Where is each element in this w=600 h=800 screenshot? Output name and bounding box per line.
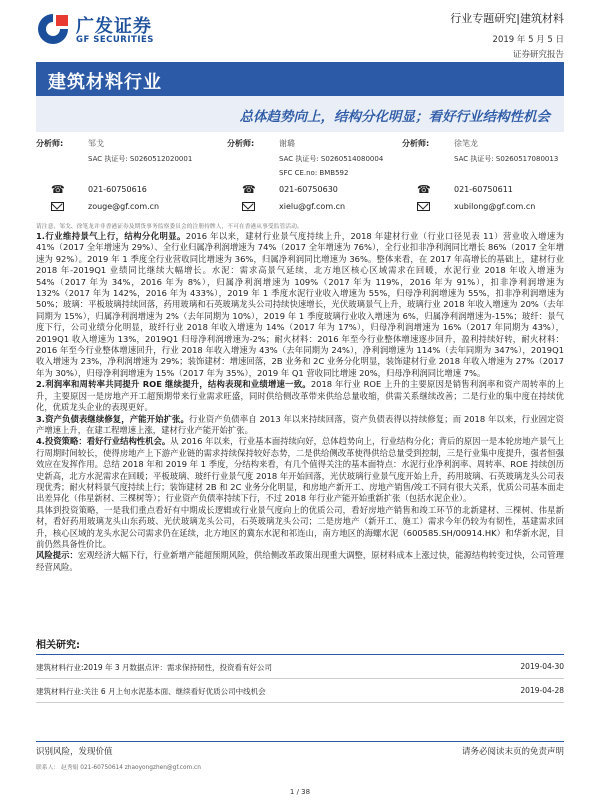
summary-paragraph <box>36 231 564 379</box>
related-research <box>36 636 564 703</box>
summary-paragraph <box>36 414 564 437</box>
analyst-disclaimer: 请注意，邹戈、徐笔龙并非香港证券及期货事务监察委员会的注册持牌人，不可在香港从事受监管活动。 <box>36 224 303 230</box>
related-item-title[interactable]: 建筑材料行业:关注 6 月上旬水泥基本面、继续看好优质公司中线机会 <box>36 687 266 696</box>
mail-icon <box>417 202 430 211</box>
analyst-name: 谢璐 <box>279 139 295 148</box>
paragraph-text: 2016 年以来，建材行业景气度持续上升，2018 年建材行业（行业口径见表 11）营业收入增速为 41%（2017 全年增速为 29%）、全行业归属净利润增速为 74%（2017 全年增速为 76%），全行业扣非净利润同比增长 86%（2017 全年增速为 92%）。2019 年 1 季度全行业营收同比增速为 36%，归属净利润同比增速为 36%。整体来看，在 2017 年高增长的基础上，建材行业 2018 年-2019Q1 业绩同比继续大幅增长。水泥：需求高景气延续，北方地区核心区域需求在回暖，水泥行业 2018 年收入增速为 54%（2017 年为 34%，2016 年为 8%），归属净利润增速为 109%（2017 年为 119%，2016 年为 91%），扣非净利润增速为 132%（2017 年为 142%，2016 年为 433%），2019 年 1 季度水泥行业收入增速为 55%，归母净利润增速为 55%，扣非净利润增速为 50%；玻璃：平板玻璃持续回落，药用玻璃和石英玻璃龙头公司持续快速增长，光伏玻璃景气上升，玻璃行业 2018 年收入增速为 20%（去年同期为 15%），归属净利润增速为 2%（去年同期为 10%），2019 年 1 季度玻璃行业收入增速为 6%，归属净利润增速为-15%；玻纤：景气度下行，公司业绩分化明显，玻纤行业 2018 年收入增速为 14%（2017 年为 17%），归母净利润增速为 16%（2017 年同期为 43%），2019Q1 收入增速为 13%，2019Q1 归母净利润增速为-2%；耐火材料：2016 年至今行业整体增速逐步回升，盈利持续好转，耐火材料：2016 年至今行业整体增速回升，行业 2018 年收入增速为 43%（去年同期为 24%），净利润增速为 114%（去年同期为 347%），2019Q1 收入增速为 23%，净利润增速为 29%；装饰建材：增速回落，2B 业务和 2C 业务分化明显，装饰建材行业 2018 年收入增速为 27%（2017 年为 30%），归母净利润增速为 15%（2017 年为 35%），2019 年 Q1 营收同比增速 20%，归母净利润同比增速 7%。 <box>36 231 564 378</box>
footer-disclaimer-note: 请务必阅读末页的免责声明 <box>461 747 564 757</box>
report-header <box>0 0 600 62</box>
analyst-sac: SAC 执证号: S0260517080013 <box>454 155 559 163</box>
header-meta <box>450 10 564 60</box>
subtitle-bar <box>36 96 564 132</box>
phone-icon: ☎ <box>417 183 431 196</box>
paragraph-heading: 4.投资策略：看好行业结构性机会。 <box>36 436 171 447</box>
summary-paragraph <box>36 436 564 504</box>
paragraph-text: 从 2016 年以来，行业基本面持续向好，总体趋势向上，行业结构分化；背后的原因一是本轮房地产景气上行周期时间较长，使得房地产上下游产业链的需求持续保持较好态势，二是供给侧改革使得供给总量受到控制，三是行业集中度提升，强者恒强效应在发挥作用。总结 2018 年和 2019 年 1 季度，分结构来看，有几个值得关注的基本面特点：水泥行业净利润率、周转率、ROE 持续创历史新高，北方水泥需求在回暖；平板玻璃、玻纤行业景气度 2018 年开始回落，光伏玻璃行业景气度开始上升，药用玻璃、石英玻璃龙头公司表现优秀；耐火材料景气度持续上行；装饰建材 2B 和 2C 业务分化明显，和房地产新开工、房地产销售/竣工不同有很大关系，优质公司基本面走出差异化（伟星新材、三棵树等）；行业资产负债率持续下行，不过 2018 年行业产能开始重新扩张（包括水泥企业）。 <box>36 436 564 504</box>
analyst-phone: 021-60750630 <box>279 185 338 194</box>
analyst-name: 邹戈 <box>88 139 104 148</box>
analyst-sac: SAC 执证号: S0260512020001 <box>88 155 193 163</box>
summary-paragraph <box>36 379 564 413</box>
report-subtitle: 总体趋势向上，结构分化明显；看好行业结构性机会 <box>239 109 550 125</box>
report-summary <box>36 231 564 619</box>
mail-icon <box>242 202 255 211</box>
page-number: 1 / 38 <box>289 788 311 796</box>
report-date: 2019 年 5 月 5 日 <box>492 35 564 45</box>
summary-paragraph <box>36 550 564 573</box>
analyst-email[interactable]: zouge@gf.com.cn <box>88 202 160 211</box>
analyst-name: 徐笔龙 <box>454 139 478 148</box>
report-type: 行业专题研究|建筑材料 <box>450 12 564 25</box>
logo-text-en: GF SECURITIES <box>76 35 154 45</box>
footer-contact: 联系人： 赵秀娟 021-60750614 zhaoyongzhen@gf.com.cn <box>36 765 201 771</box>
mail-icon <box>51 202 64 211</box>
related-item-date: 2019-04-28 <box>520 686 564 695</box>
phone-icon: ☎ <box>242 183 256 196</box>
analyst-phone: 021-60750611 <box>454 185 513 194</box>
paragraph-heading: 3.资产负债表继续修复，产能开始扩张。 <box>36 413 189 424</box>
footer-divider <box>36 741 564 742</box>
report-tag: 证券研究报告 <box>512 50 564 60</box>
gf-securities-logo <box>36 10 166 52</box>
related-item-date: 2019-04-30 <box>520 662 564 671</box>
paragraph-text: 宏观经济大幅下行，行业新增产能超预期风险，供给侧改革政策出现重大调整，原材料成本上涨过快，能源结构转变过快，公司管理经营风险。 <box>36 550 564 572</box>
analyst-sfc: SFC CE.no: BMB592 <box>279 169 349 177</box>
industry-title: 建筑材料行业 <box>48 72 162 93</box>
industry-banner <box>36 62 564 96</box>
paragraph-heading: 2.利润率和周转率共同提升 ROE 继续提升，结构表现和业绩增速一致。 <box>36 379 311 390</box>
analyst-email[interactable]: xubilong@gf.com.cn <box>454 202 536 211</box>
analyst-panel <box>36 138 564 218</box>
paragraph-heading: 风险提示： <box>36 550 78 561</box>
phone-icon: ☎ <box>51 183 65 196</box>
paragraph-heading: 1.行业维持景气上行，结构分化明显。 <box>36 231 186 241</box>
analyst-role: 分析师: <box>227 139 255 148</box>
related-item-title[interactable]: 建筑材料行业:2019 年 3 月数据点评：需求保持韧性，投资看有好公司 <box>36 663 273 672</box>
analyst-sac: SAC 执证号: S0260514080004 <box>279 155 384 163</box>
analyst-role: 分析师: <box>402 139 430 148</box>
paragraph-text: 行业资产负债率自 2013 年以来持续回落，资产负债表得以持续修复；而 2018 年以来，行业固定资产增速上升，在建工程增速上涨，建材行业产能开始扩张。 <box>36 413 564 435</box>
analyst-phone: 021-60750616 <box>88 185 147 194</box>
analyst-email[interactable]: xielu@gf.com.cn <box>279 202 346 211</box>
footer-slogan: 识别风险，发现价值 <box>36 747 113 757</box>
related-item[interactable] <box>36 679 564 703</box>
analyst-role: 分析师: <box>36 139 64 148</box>
summary-paragraph <box>36 505 564 551</box>
logo-text-cn: 广发证券 <box>76 16 152 37</box>
paragraph-text: 2018 年行业 ROE 上升的主要原因是销售利润率和资产周转率的上升，主要原因一是房地产开工超预期带来行业需求旺盛，同时供给侧改革带来供给总量收缩，供需关系继续改善；二是行业的集中度在持续优化，优质龙头企业的表现更好。 <box>36 379 564 413</box>
related-title: 相关研究: <box>36 636 564 655</box>
related-item[interactable] <box>36 655 564 679</box>
page-footer <box>36 741 564 781</box>
paragraph-text: 具体到投资策略，一是我们重点看好有中期成长逻辑或行业景气度向上的优质公司，看好房地产销售和竣工环节的北新建材、三棵树、伟星新材，看好药用玻璃龙头山东药玻、光伏玻璃龙头公司，石英玻璃龙头公司；二是房地产（新开工、施工）需求今年仍较为有韧性，基建需求回升，核心区域的龙头水泥公司需求仍在延续，北方地区的冀东水泥和祁连山，南方地区的海螺水泥（600585.SH/00914.HK）和华新水泥，目前仍然具备性价比。 <box>36 504 564 549</box>
gf-logo-mark-icon <box>36 12 70 46</box>
